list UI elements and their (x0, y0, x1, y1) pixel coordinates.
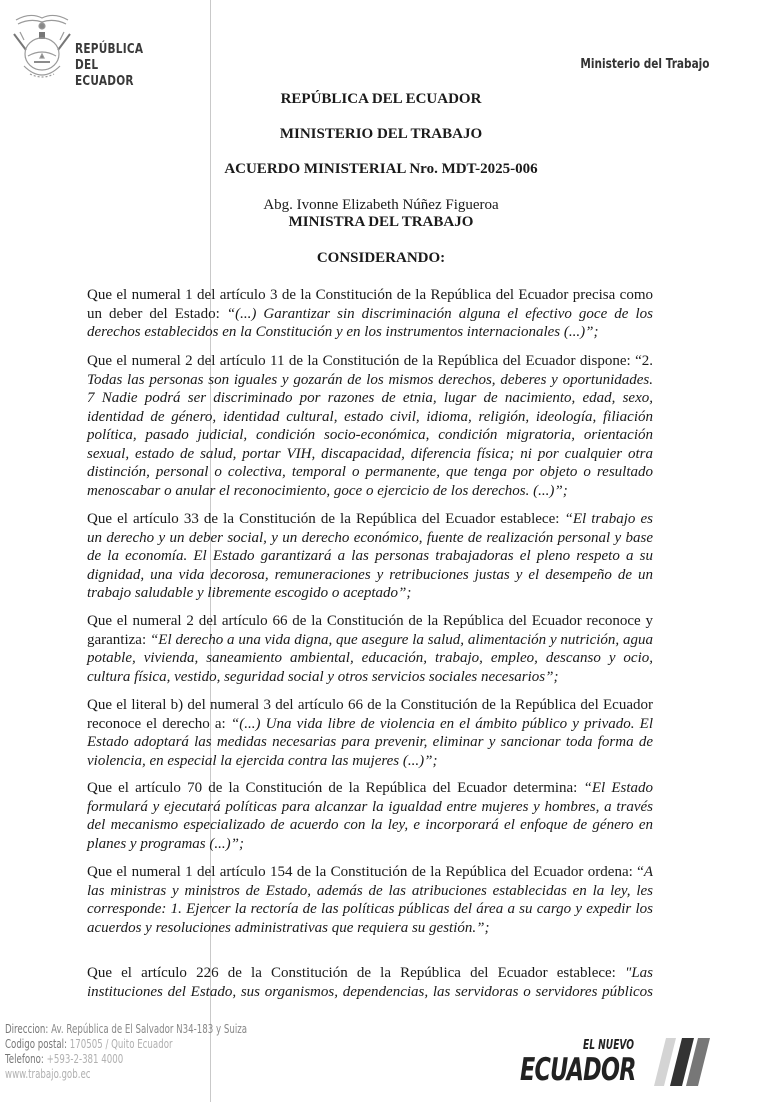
body-text: un deber del Estado: (87, 305, 227, 322)
paragraph-line (87, 696, 653, 715)
consideration-paragraph (87, 779, 653, 853)
quoted-text: A (643, 864, 653, 880)
paragraph-line (87, 919, 653, 938)
quoted-text: "Las (625, 965, 653, 981)
quoted-text: las ministras y ministros de Estado, además de las atribuciones establecidas en la ley, les (87, 882, 653, 899)
body-text: Que el artículo 33 de la Constitución de la República del Ecuador establece: (87, 511, 565, 527)
paragraph-line (87, 352, 653, 371)
paragraph-line (87, 463, 653, 482)
paragraph-line (87, 964, 653, 983)
consideration-paragraph (87, 352, 653, 500)
quoted-text: Estado adoptará las medidas necesarias para prevenir, eliminar y sancionar toda forma de (87, 734, 653, 750)
quoted-text: “(...) Una vida libre de violencia en el ámbito público y privado. El (230, 715, 653, 732)
consideration-paragraph (87, 863, 653, 937)
quoted-text: de la economía. El Estado garantizará a las personas trabajadoras el pleno respeto a su (87, 548, 653, 564)
body-text: Que el literal b) del numeral 3 del artículo 66 de la Constitución de la República del Ecuador (87, 697, 653, 713)
quoted-text: acuerdos y resoluciones administrativas que requiera su gestión.”; (87, 919, 490, 936)
consideration-paragraph (87, 612, 653, 686)
paragraph-line (87, 779, 653, 798)
paragraph-line (87, 408, 653, 427)
paragraph-line (87, 547, 653, 566)
signer-name: Abg. Ivonne Elizabeth Núñez Figueroa (263, 197, 499, 213)
footer-website[interactable]: www.trabajo.gob.ec (5, 1067, 91, 1081)
quoted-text: menoscabar o anular el reconocimiento, goce o ejercicio de los derechos. (...)”; (87, 482, 568, 499)
footer-contact (5, 1022, 247, 1082)
consideration-paragraph (87, 510, 653, 603)
consideration-paragraph (87, 964, 653, 1001)
paragraph-line (87, 389, 653, 408)
title-republic: REPÚBLICA DEL ECUADOR (280, 91, 482, 107)
body-text: Que el artículo 226 de la Constitución de la República del Ecuador establece: (87, 965, 626, 981)
republic-logo (6, 4, 156, 89)
paragraph-line (87, 305, 653, 324)
paragraph-line (87, 649, 653, 668)
quoted-text: formulará y ejecutará políticas para alcanzar la igualdad entre mujeres y hombres, a través (87, 798, 653, 815)
title-ministry: MINISTERIO DEL TRABAJO (279, 126, 483, 142)
consideration-paragraph (87, 286, 653, 342)
quoted-text: “El derecho a una vida digna, que asegure la salud, alimentación y nutrición, agua (149, 631, 653, 648)
quoted-text: distinción, personal o colectiva, temporal o permanente, que tenga por objeto o resultado (87, 464, 653, 480)
quoted-text: 7 Nadie podrá ser discriminado por razones de etnia, lugar de nacimiento, edad, sexo, (87, 390, 653, 406)
paragraph-line (87, 733, 653, 752)
logo-line-1: REPÚBLICA (75, 41, 144, 57)
quoted-text: política, pasado judicial, condición socio-económica, condición migratoria, orientación (87, 427, 653, 443)
ministry-header-label: Ministerio del Trabajo (580, 56, 710, 72)
quoted-text: del mecanismo especializado de acuerdo con la ley, e incorporará el enfoque de género en (87, 817, 653, 833)
consideration-paragraph (87, 696, 653, 770)
brand-small-text: EL NUEVO (583, 1038, 635, 1053)
footer-phone: Telefono: +593-2-381 4000 (5, 1052, 124, 1066)
brand-big-text: ECUADOR (520, 1052, 636, 1088)
paragraph-line (87, 882, 653, 901)
paragraph-line (87, 482, 653, 501)
paragraph-line (87, 835, 653, 854)
body-text: Que el artículo 70 de la Constitución de la República del Ecuador determina: (87, 780, 584, 796)
ecuador-coat-of-arms-icon (10, 10, 74, 84)
paragraph-line (87, 566, 653, 585)
quoted-text: instituciones del Estado, sus organismos, dependencias, las servidoras o servidores públicos (87, 983, 653, 1000)
body-text: garantiza: (87, 631, 150, 648)
paragraph-line (87, 445, 653, 464)
body-text: Que el numeral 1 del artículo 3 de la Constitución de la República del Ecuador precisa como (87, 287, 653, 303)
paragraph-line (87, 816, 653, 835)
paragraph-line (87, 286, 653, 305)
paragraph-line (87, 510, 653, 529)
quoted-text: “El trabajo es (564, 511, 653, 527)
paragraph-line (87, 798, 653, 817)
body-text: Que el numeral 2 del artículo 66 de la Constitución de la República del Ecuador reconoce y (87, 613, 653, 629)
quoted-text: corresponde: 1. Ejercer la rectoría de las políticas públicas del área a su cargo y expedir los (87, 901, 653, 917)
quoted-text: identidad de género, identidad cultural, estado civil, idioma, religión, ideología, filiación (87, 408, 653, 425)
quoted-text: planes y programas (...)”; (87, 835, 244, 852)
republic-logo-text (75, 41, 143, 89)
paragraph-line (87, 983, 653, 1002)
quoted-text: violencia, en especial la ejercida contra las mujeres (...)”; (87, 752, 438, 769)
paragraph-line (87, 752, 653, 771)
paragraph-line (87, 668, 653, 687)
footer-postal: Codigo postal: 170505 / Quito Ecuador (5, 1037, 173, 1051)
paragraph-line (87, 529, 653, 548)
quoted-text: Todas las personas son iguales y gozarán de los mismos derechos, deberes y oportunidades. (87, 371, 653, 388)
ecuador-stripes-icon (652, 1036, 712, 1088)
paragraph-line (87, 426, 653, 445)
quoted-text: derechos establecidos en la Constitución y en los instrumentos internacionales (...)”; (87, 324, 599, 340)
paragraph-line (87, 863, 653, 882)
logo-line-2: DEL ECUADOR (75, 57, 134, 89)
paragraph-line (87, 612, 653, 631)
quoted-text: sexual, estado de salud, portar VIH, discapacidad, diferencia física; ni por cualquier otra (87, 445, 653, 462)
paragraph-line (87, 371, 653, 390)
signer-title: MINISTRA DEL TRABAJO (288, 214, 474, 230)
quoted-text: “(...) Garantizar sin discriminación alguna el efectivo goce de los (226, 305, 653, 322)
quoted-text: cultura física, vestido, seguridad social y otros servicios sociales necesarios”; (87, 668, 559, 685)
paragraph-line (87, 900, 653, 919)
paragraph-line (87, 715, 653, 734)
body-text: Que el numeral 1 del artículo 154 de la Constitución de la República del Ecuador ordena: “ (87, 864, 644, 880)
body-text: Que el numeral 2 del artículo 11 de la Constitución de la República del Ecuador dispone: “2. (87, 353, 653, 369)
quoted-text: dignidad, una vida decorosa, remuneraciones y retribuciones justas y el desempeño de un (87, 566, 653, 583)
quoted-text: un derecho y un deber social, y un derecho económico, fuente de realización personal y base (87, 529, 653, 546)
quoted-text: “El Estado (583, 780, 654, 796)
quoted-text: potable, vivienda, saneamiento ambiental, educación, trabajo, empleo, descanso y ocio, (87, 650, 653, 666)
paragraph-line (87, 584, 653, 603)
body-text: reconoce el derecho a: (87, 715, 231, 732)
paragraph-line (87, 323, 653, 342)
quoted-text: trabajo saludable y libremente escogido o aceptado”; (87, 585, 412, 601)
considering-heading: CONSIDERANDO: (316, 250, 446, 266)
footer-address: Direccion: Av. República de El Salvador N34-183 y Suiza (5, 1022, 248, 1036)
title-agreement-number: ACUERDO MINISTERIAL Nro. MDT-2025-006 (224, 161, 538, 177)
paragraph-line (87, 631, 653, 650)
